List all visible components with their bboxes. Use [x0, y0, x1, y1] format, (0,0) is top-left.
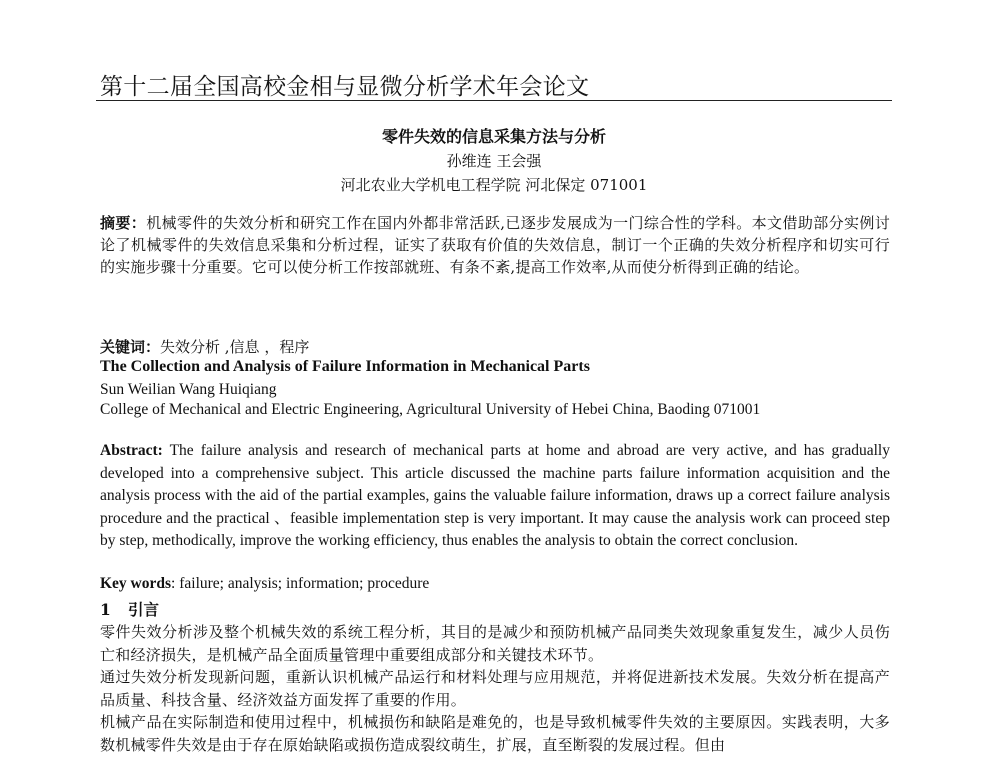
en-affiliation: College of Mechanical and Electric Engineering, Agricultural University of Hebei China, Baoding 071001	[100, 401, 761, 418]
running-header: 第十二届全国高校金相与显微分析学术年会论文	[100, 74, 590, 100]
body-paragraph: 零件失效分析涉及整个机械失效的系统工程分析，其目的是减少和预防机械产品同类失效现象重复发生，减少人员伤亡和经济损失，是机械产品全面质量管理中重要组成部分和关键技术环节。	[100, 623, 890, 664]
body-text	[100, 621, 890, 757]
en-abstract-label: Abstract:	[100, 442, 163, 459]
cn-keywords-label: 关键词：	[100, 338, 161, 356]
en-abstract	[100, 440, 890, 553]
body-paragraph: 通过失效分析发现新问题，重新认识机械产品运行和材料处理与应用规范，并将促进新技术发展。失效分析在提高产品质量、科技含量、经济效益方面发挥了重要的作用。	[100, 668, 890, 709]
body-paragraph: 机械产品在实际制造和使用过程中，机械损伤和缺陷是难免的，也是导致机械零件失效的主要原因。实践表明，大多数机械零件失效是由于存在原始缺陷或损伤造成裂纹萌生，扩展，直至断裂的发展过程。但由	[100, 713, 890, 754]
en-keywords-label: Key words	[100, 575, 172, 592]
cn-authors: 孙维连 王会强	[446, 152, 542, 170]
cn-keywords	[100, 336, 890, 358]
section-heading	[100, 598, 159, 620]
section-number: 1	[100, 600, 111, 619]
en-keywords-text: : failure; analysis; information; procedure	[171, 575, 430, 592]
cn-abstract	[100, 212, 890, 278]
cn-paper-title: 零件失效的信息采集方法与分析	[381, 127, 606, 146]
section-title: 引言	[128, 600, 160, 619]
cn-affiliation: 河北农业大学机电工程学院 河北保定 071001	[340, 176, 648, 194]
en-abstract-text: The failure analysis and research of mechanical parts at home and abroad are very active, and has gradually developed into a comprehensive subject. This article discussed the machine parts failure information acquisition and the analysis process with the aid of the partial examples, gains the valuable failure information, draws up a correct failure analysis procedure and the practical 、feasible implementation step is very important. It may cause the analysis work can proceed step by step, methodically, improve the working efficiency, thus enables the analysis to obtain the correct conclusion.	[100, 442, 890, 549]
en-authors: Sun Weilian Wang Huiqiang	[100, 381, 277, 398]
header-rule	[96, 100, 892, 101]
cn-keywords-text: 失效分析 ,信息 ，程序	[160, 338, 310, 356]
cn-abstract-text: 机械零件的失效分析和研究工作在国内外都非常活跃,已逐步发展成为一门综合性的学科。本文借助部分实例讨论了机械零件的失效信息采集和分析过程，证实了获取有价值的失效信息，制订一个正确的失效分析程序和切实可行的实施步骤十分重要。它可以使分析工作按部就班、有条不紊,提高工作效率,从而使分析得到正确的结论。	[100, 214, 890, 276]
en-keywords	[100, 575, 429, 593]
cn-abstract-label: 摘要：	[100, 214, 147, 232]
en-paper-title: The Collection and Analysis of Failure Information in Mechanical Parts	[100, 358, 590, 375]
